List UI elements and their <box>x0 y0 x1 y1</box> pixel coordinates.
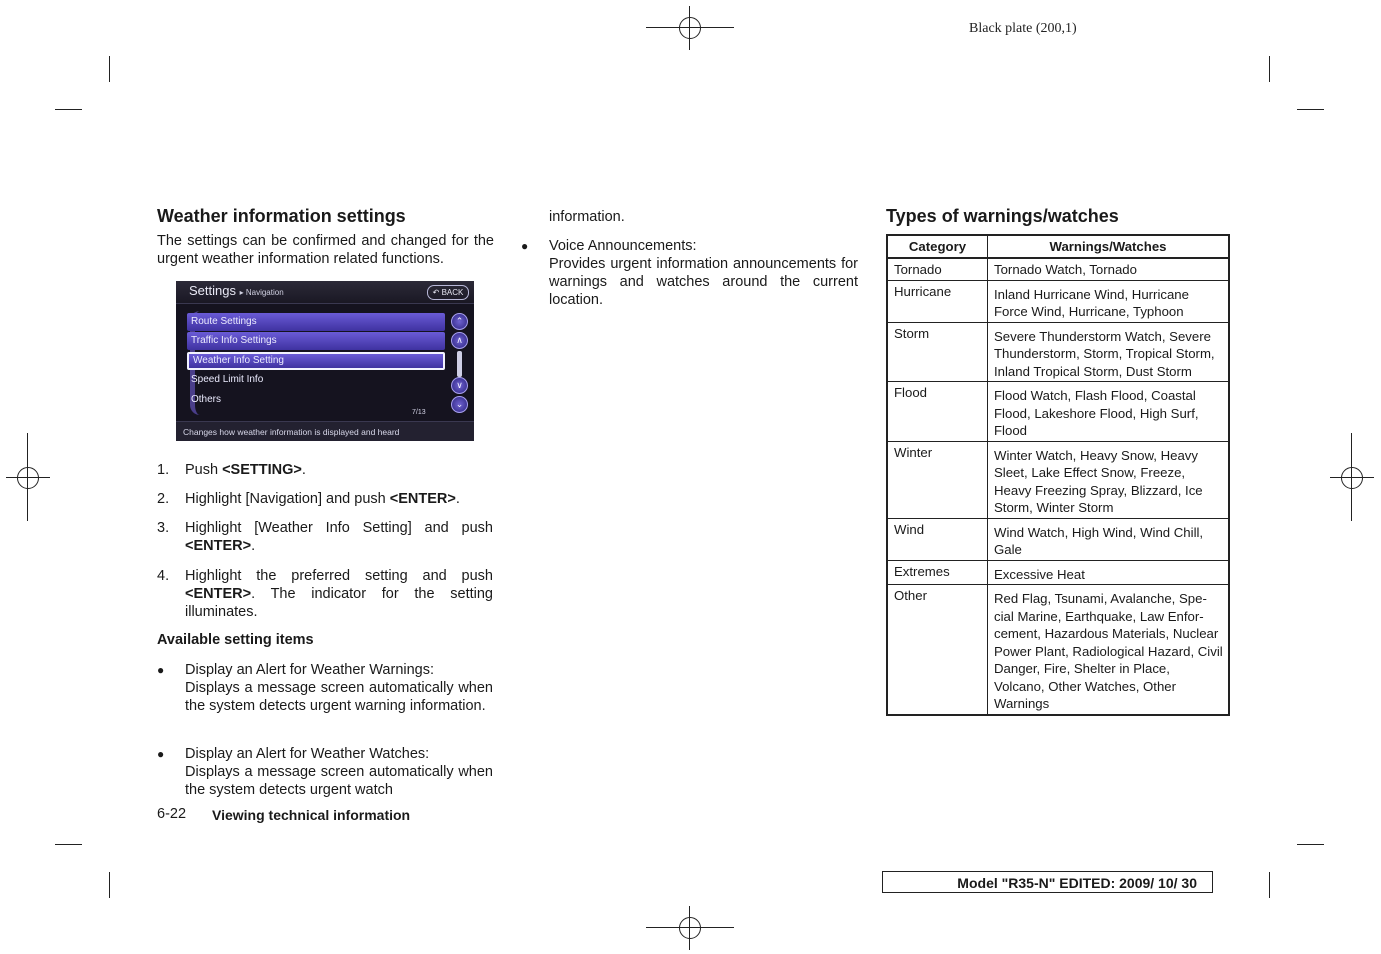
category-cell: Tornado <box>887 258 988 280</box>
category-cell: Extremes <box>887 560 988 585</box>
screen-item-speed-limit: Speed Limit Info <box>191 374 264 385</box>
table-row <box>887 518 1229 560</box>
category-cell: Wind <box>887 518 988 560</box>
table-row <box>887 280 1229 322</box>
category-cell: Other <box>887 585 988 715</box>
warnings-cell: Tornado Watch, Tornado <box>988 258 1230 280</box>
table-header-row <box>887 235 1229 258</box>
scroll-down-icon: ∨ <box>451 377 468 394</box>
screen-footer: Changes how weather information is displayed and heard <box>176 421 474 441</box>
warnings-cell: Winter Watch, Heavy Snow, Heavy Sleet, Lake Effect Snow, Freeze, Heavy Freezing Spray, Blizzard, Ice Storm, Winter Storm <box>988 441 1230 518</box>
model-edited-box: Model "R35-N" EDITED: 2009/ 10/ 30 <box>882 871 1213 893</box>
back-button: ↶ BACK <box>427 285 469 300</box>
column-header-category: Category <box>887 235 988 258</box>
category-cell: Winter <box>887 441 988 518</box>
screen-item-weather-info-selected: Weather Info Setting <box>187 352 445 370</box>
warnings-cell: Red Flag, Tsunami, Avalanche, Spe-cial Marine, Earthquake, Law Enfor-cement, Hazardous Materials, Nuclear Power Plant, Radiological Hazard, Civil Danger, Fire, Shelter in Place, Volcano, Other Watches, Other Warnings <box>988 585 1230 715</box>
intro-text: The settings can be confirmed and changed for the urgent weather information related functions. <box>157 233 494 267</box>
warnings-cell: Severe Thunderstorm Watch, Severe Thunderstorm, Storm, Tropical Storm, Inland Tropical Storm, Dust Storm <box>988 322 1230 382</box>
page-up-icon: ⌃ <box>451 313 468 330</box>
page-number: 6-22 <box>157 806 187 822</box>
screen-item-traffic-info: Traffic Info Settings <box>187 332 445 350</box>
table-row <box>887 585 1229 715</box>
section-heading: Weather information settings <box>157 206 406 226</box>
warnings-heading: Types of warnings/watches <box>886 206 1119 226</box>
category-cell: Storm <box>887 322 988 382</box>
scroll-up-icon: ∧ <box>451 332 468 349</box>
table-row <box>887 322 1229 382</box>
column-header-warnings: Warnings/Watches <box>988 235 1230 258</box>
table-row <box>887 560 1229 585</box>
screen-item-others: Others <box>191 394 222 405</box>
plate-label: Black plate (200,1) <box>969 21 1077 36</box>
warnings-cell: Inland Hurricane Wind, Hurricane Force Wind, Hurricane, Typhoon <box>988 280 1230 322</box>
page-down-icon: ⌄ <box>451 396 468 413</box>
back-arrow-icon: ↶ <box>432 288 440 297</box>
category-cell: Hurricane <box>887 280 988 322</box>
settings-screen-image <box>176 281 474 441</box>
table-row <box>887 382 1229 442</box>
bullet-dot-icon: ● <box>157 663 165 677</box>
scrollbar-thumb <box>457 351 462 377</box>
available-items-subheading: Available setting items <box>157 632 314 648</box>
warnings-cell: Excessive Heat <box>988 560 1230 585</box>
warnings-table <box>886 234 1230 716</box>
screen-title: Settings ▸ Navigation <box>189 283 284 298</box>
screen-item-route-settings: Route Settings <box>187 313 445 331</box>
table-row <box>887 258 1229 280</box>
bullet-dot-icon: ● <box>521 239 529 253</box>
section-footer-name: Viewing technical information <box>212 807 411 823</box>
warnings-cell: Flood Watch, Flash Flood, Coastal Flood, Lakeshore Flood, High Surf, Flood <box>988 382 1230 442</box>
warnings-cell: Wind Watch, High Wind, Wind Chill, Gale <box>988 518 1230 560</box>
table-row <box>887 441 1229 518</box>
continued-text: information. <box>549 209 625 225</box>
category-cell: Flood <box>887 382 988 442</box>
bullet-dot-icon: ● <box>157 747 165 761</box>
page-indicator: 7/13 <box>412 409 426 416</box>
